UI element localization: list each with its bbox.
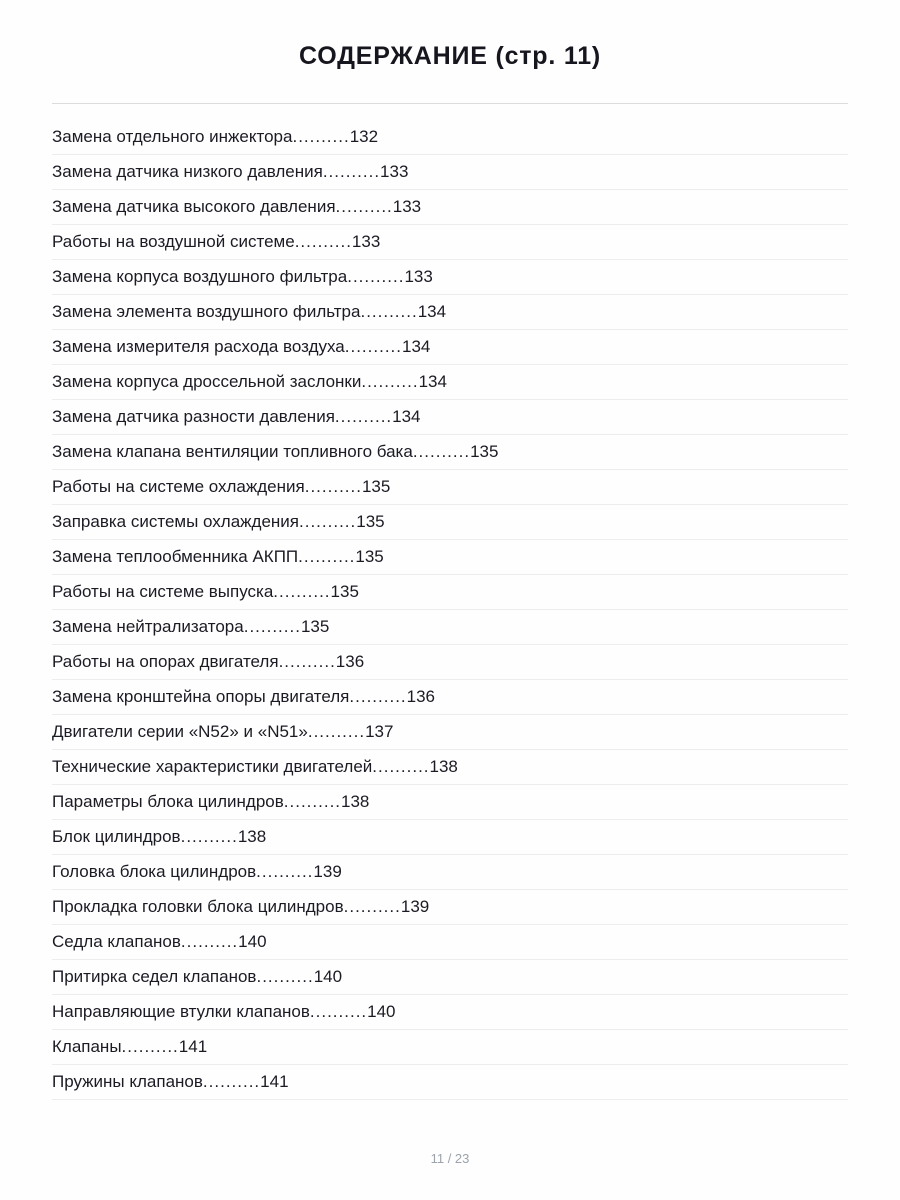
toc-item-dots: .......... (294, 232, 352, 251)
toc-item-dots: .......... (292, 127, 350, 146)
toc-item-label: Замена теплообменника АКПП (52, 547, 299, 566)
toc-item-dots: .......... (202, 1072, 261, 1091)
toc-item-label: Двигатели серии «N52» и «N51» (52, 722, 308, 741)
toc-list (52, 120, 848, 1100)
toc-item-page: 135 (470, 442, 499, 461)
toc-item-label: Направляющие втулки клапанов (52, 1002, 310, 1021)
toc-item-dots: .......... (283, 792, 342, 811)
toc-item-label: Замена нейтрализатора (52, 617, 244, 636)
toc-item-dots: .......... (361, 372, 419, 391)
toc-item-page: 135 (361, 477, 391, 496)
toc-item-page: 138 (341, 792, 370, 811)
toc-item-dots: .......... (180, 932, 239, 951)
toc-item-dots: .......... (256, 862, 314, 881)
toc-item (52, 610, 848, 645)
toc-item (52, 155, 848, 190)
toc-item-page: 135 (356, 512, 385, 531)
toc-item-page: 134 (418, 372, 447, 391)
toc-item-page: 134 (392, 407, 421, 426)
toc-item-label: Замена измерителя расхода воздуха (52, 337, 345, 356)
toc-item-page: 141 (178, 1037, 208, 1056)
toc-item-dots: .......... (322, 162, 381, 181)
toc-item (52, 400, 848, 435)
toc-item-label: Работы на опорах двигателя (52, 652, 279, 671)
toc-item-page: 139 (400, 897, 430, 916)
toc-item-page: 136 (406, 687, 436, 706)
toc-item (52, 1065, 848, 1100)
toc-item-page: 134 (417, 302, 447, 321)
toc-item-label: Работы на воздушной системе (52, 232, 295, 251)
toc-item-label: Замена отдельного инжектора (52, 127, 293, 146)
toc-item (52, 120, 848, 155)
toc-item-label: Замена корпуса дроссельной заслонки (52, 372, 362, 391)
toc-item-dots: .......... (299, 512, 357, 531)
toc-item-dots: .......... (298, 547, 356, 566)
toc-item-dots: .......... (349, 687, 407, 706)
toc-item-label: Замена датчика разности давления (52, 407, 335, 426)
toc-item (52, 995, 848, 1030)
toc-item-dots: .......... (344, 337, 402, 356)
toc-item (52, 330, 848, 365)
toc-item-page: 137 (365, 722, 394, 741)
toc-item (52, 190, 848, 225)
toc-item-dots: .......... (180, 827, 238, 846)
toc-item (52, 890, 848, 925)
toc-item-dots: .......... (243, 617, 301, 636)
toc-item (52, 260, 848, 295)
toc-item-page: 135 (355, 547, 384, 566)
toc-item (52, 470, 848, 505)
toc-item-dots: .......... (334, 407, 393, 426)
toc-item-page: 141 (260, 1072, 289, 1091)
toc-item-page: 138 (429, 757, 458, 776)
toc-item (52, 960, 848, 995)
toc-item-page: 133 (392, 197, 422, 216)
toc-item-label: Замена корпуса воздушного фильтра (52, 267, 348, 286)
toc-item-label: Клапаны (52, 1037, 122, 1056)
toc-item (52, 540, 848, 575)
toc-item (52, 925, 848, 960)
toc-item-dots: .......... (360, 302, 418, 321)
toc-item (52, 750, 848, 785)
toc-item-dots: .......... (372, 757, 430, 776)
toc-item-dots: .......... (347, 267, 405, 286)
toc-item-label: Замена датчика высокого давления (52, 197, 336, 216)
toc-item-label: Замена датчика низкого давления (52, 162, 323, 181)
toc-item-page: 138 (237, 827, 267, 846)
toc-item (52, 855, 848, 890)
toc-item (52, 505, 848, 540)
toc-item (52, 435, 848, 470)
toc-item-label: Притирка седел клапанов (52, 967, 257, 986)
toc-item (52, 575, 848, 610)
toc-item-dots: .......... (273, 582, 331, 601)
toc-item-dots: .......... (307, 722, 366, 741)
toc-item-label: Головка блока цилиндров (52, 862, 257, 881)
toc-item-page: 133 (380, 162, 409, 181)
toc-item-label: Замена клапана вентиляции топливного бака (52, 442, 413, 461)
toc-item-label: Седла клапанов (52, 932, 181, 951)
toc-item (52, 680, 848, 715)
toc-item-dots: .......... (256, 967, 314, 986)
toc-item-label: Пружины клапанов (52, 1072, 203, 1091)
toc-item-label: Замена элемента воздушного фильтра (52, 302, 361, 321)
toc-item-dots: .......... (121, 1037, 179, 1056)
toc-item-label: Заправка системы охлаждения (52, 512, 300, 531)
toc-item-dots: .......... (309, 1002, 368, 1021)
toc-item-dots: .......... (343, 897, 401, 916)
toc-item-label: Параметры блока цилиндров (52, 792, 284, 811)
page-title: СОДЕРЖАНИЕ (стр. 11) (298, 42, 602, 70)
toc-item (52, 645, 848, 680)
toc-item (52, 820, 848, 855)
toc-item-page: 132 (349, 127, 379, 146)
toc-item-page: 133 (351, 232, 381, 251)
toc-item-label: Блок цилиндров (52, 827, 181, 846)
toc-item-page: 140 (238, 932, 267, 951)
toc-item (52, 365, 848, 400)
toc-item-page: 135 (330, 582, 359, 601)
toc-item-page: 139 (313, 862, 342, 881)
toc-item-dots: .......... (278, 652, 336, 671)
page-indicator: 11 / 23 (430, 1151, 470, 1166)
toc-item-label: Технические характеристики двигателей (52, 757, 373, 776)
toc-item-page: 133 (404, 267, 433, 286)
toc-item-page: 140 (313, 967, 343, 986)
toc-item-label: Работы на системе охлаждения (52, 477, 305, 496)
toc-item-page: 136 (335, 652, 365, 671)
toc-item-page: 135 (300, 617, 330, 636)
toc-item-page: 134 (402, 337, 431, 356)
title-divider (52, 103, 848, 104)
toc-item-dots: .......... (412, 442, 471, 461)
toc-item (52, 785, 848, 820)
toc-item (52, 295, 848, 330)
toc-item-label: Работы на системе выпуска (52, 582, 274, 601)
toc-item-label: Прокладка головки блока цилиндров (52, 897, 344, 916)
toc-item-dots: .......... (304, 477, 362, 496)
toc-item (52, 1030, 848, 1065)
toc-item (52, 715, 848, 750)
toc-item-page: 140 (367, 1002, 396, 1021)
toc-item-label: Замена кронштейна опоры двигателя (52, 687, 350, 706)
toc-item (52, 225, 848, 260)
toc-item-dots: .......... (335, 197, 393, 216)
